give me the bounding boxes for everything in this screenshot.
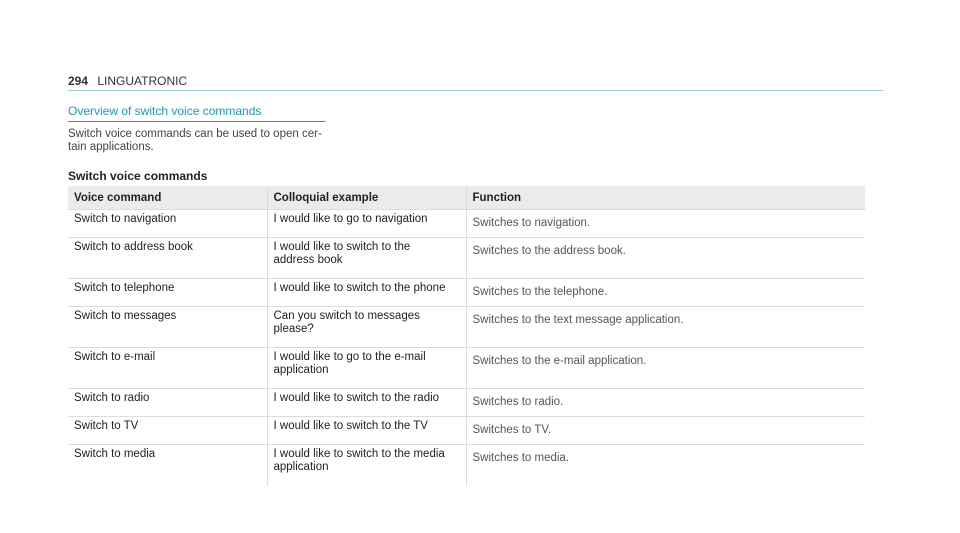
function-cell: Switches to navigation. <box>466 210 865 238</box>
table-title: Switch voice commands <box>68 169 208 183</box>
table-row <box>68 307 865 348</box>
table-row <box>68 348 865 389</box>
page-header <box>68 74 187 88</box>
colloquial-example-cell: I would like to go to the e-mail application <box>267 348 466 389</box>
colloquial-example-cell: I would like to switch to the radio <box>267 389 466 417</box>
table-row <box>68 445 865 487</box>
function-cell: Switches to the address book. <box>466 238 865 279</box>
intro-text <box>68 128 338 154</box>
voice-command-cell: Switch to e-mail <box>68 348 267 389</box>
section-title: Overview of switch voice commands <box>68 104 262 118</box>
table-row <box>68 417 865 445</box>
header-divider <box>68 90 883 91</box>
voice-command-cell: Switch to TV <box>68 417 267 445</box>
chapter-name: LINGUATRONIC <box>97 74 188 88</box>
colloquial-example-cell: I would like to switch to the TV <box>267 417 466 445</box>
column-header-voice-command: Voice command <box>68 186 267 210</box>
function-cell: Switches to TV. <box>466 417 865 445</box>
voice-command-cell: Switch to telephone <box>68 279 267 307</box>
page-number: 294 <box>68 74 89 88</box>
intro-paragraph: Switch voice commands can be used to open cer- tain applications. <box>68 128 322 153</box>
table-row <box>68 238 865 279</box>
column-header-colloquial-example: Colloquial example <box>267 186 466 210</box>
table-row <box>68 389 865 417</box>
voice-command-cell: Switch to navigation <box>68 210 267 238</box>
column-header-function: Function <box>466 186 865 210</box>
colloquial-example-cell: Can you switch to messages please? <box>267 307 466 348</box>
function-cell: Switches to radio. <box>466 389 865 417</box>
voice-command-cell: Switch to media <box>68 445 267 487</box>
colloquial-example-cell: I would like to switch to the address book <box>267 238 466 279</box>
section-title-underline <box>68 121 325 122</box>
function-cell: Switches to media. <box>466 445 865 487</box>
table-body <box>68 210 865 487</box>
voice-command-cell: Switch to messages <box>68 307 267 348</box>
voice-commands-table <box>68 186 865 486</box>
colloquial-example-cell: I would like to switch to the media application <box>267 445 466 487</box>
table-header-row <box>68 186 865 210</box>
function-cell: Switches to the telephone. <box>466 279 865 307</box>
table-row <box>68 210 865 238</box>
voice-command-cell: Switch to radio <box>68 389 267 417</box>
voice-command-cell: Switch to address book <box>68 238 267 279</box>
colloquial-example-cell: I would like to switch to the phone <box>267 279 466 307</box>
function-cell: Switches to the e-mail application. <box>466 348 865 389</box>
table-row <box>68 279 865 307</box>
function-cell: Switches to the text message application. <box>466 307 865 348</box>
colloquial-example-cell: I would like to go to navigation <box>267 210 466 238</box>
